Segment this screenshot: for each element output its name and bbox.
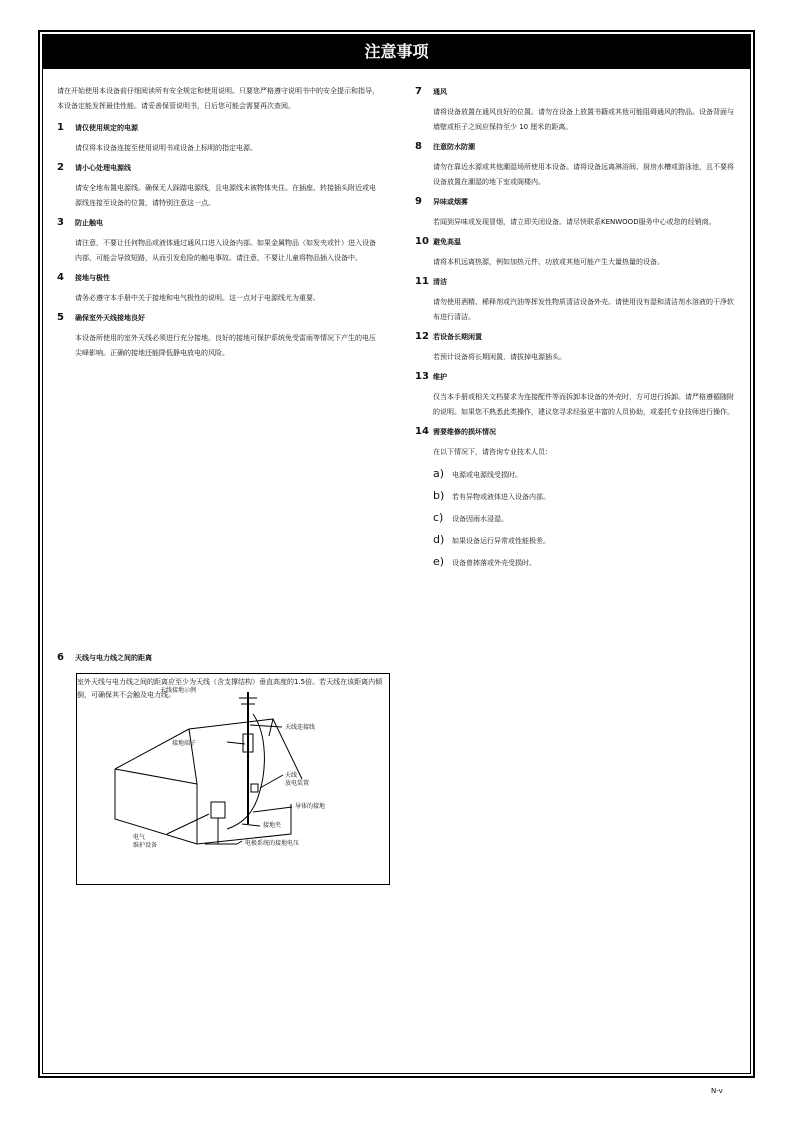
section-number: 3 (57, 217, 64, 228)
leader-line (237, 841, 242, 844)
label-electrode-system: 电极系统的接地电压 (245, 840, 300, 847)
section-number: 13 (415, 371, 429, 382)
house-outline (115, 769, 291, 844)
damage-list (433, 466, 735, 576)
section-title: 异味或烟雾 (433, 198, 468, 206)
list-text: 若有异物或液体进入设备内部。 (452, 493, 550, 501)
section-10 (415, 234, 735, 270)
section-12 (415, 329, 735, 365)
section-body: 请注意，不要让任何物品或液体通过通风口进入设备内部。如果金属物品（如发夹或针）进入设备内部，可能会导致短路，从而引发危险的触电事故。请注意，不要让儿童将物品插入设备中。 (75, 239, 376, 262)
section-body: 若闻到异味或发现冒烟，请立即关闭设备。请尽快联系KENWOOD服务中心或您的经销商。 (433, 218, 716, 226)
label-ground-terminal: 接地端子 (172, 740, 197, 747)
section-title: 请小心处理电源线 (75, 164, 131, 172)
section-body: 仅当本手册或相关文档要求为连接配件等而拆卸本设备的外壳时，方可进行拆卸。请严格遵循随附的说明。如果您不熟悉此类操作，建议您寻求经验更丰富的人员协助，或委托专业技师进行操作。 (433, 393, 734, 416)
list-text: 如果设备运行异常或性能极差。 (452, 537, 550, 545)
section-body: 请仅将本设备连接至使用说明书或设备上标明的指定电源。 (75, 144, 257, 152)
section-number: 10 (415, 236, 429, 247)
leader-line (250, 725, 282, 727)
list-item (433, 532, 735, 554)
leader-line (227, 742, 245, 744)
intro-text: 请在开始使用本设备前仔细阅读所有安全规定和使用说明。只要您严格遵守说明书中的安全提示和指导，本设备定能发挥最佳性能。请妥善保管说明书，日后您可能会需要再次查阅。 (57, 87, 379, 110)
section-8 (415, 139, 735, 190)
section-title: 注意防水防潮 (433, 143, 475, 151)
section-title: 请仅使用规定的电源 (75, 124, 138, 132)
section-title: 清洁 (433, 278, 447, 286)
list-letter: a) (433, 467, 445, 480)
list-text: 电源或电源线受损时。 (452, 471, 522, 479)
list-item (433, 466, 735, 488)
section-4 (57, 270, 379, 306)
section-6-body: 室外天线与电力线之间的距离应至少为天线（含支撑结构）垂直高度的1.5倍。若天线在该距离内倾倒，可确保其不会触及电力线。 (77, 678, 383, 699)
list-letter: b) (433, 489, 445, 502)
section-number: 2 (57, 162, 64, 173)
leader-line (242, 824, 260, 826)
discharge-unit (251, 784, 258, 792)
section-body: 请勿使用酒精、稀释剂或汽油等挥发性物质清洁设备外壳。请使用没有湿和清洁剂水溶液的干净软布进行清洁。 (433, 298, 734, 321)
section-title: 避免高温 (433, 238, 461, 246)
section-number: 7 (415, 86, 422, 97)
section-title: 通风 (433, 88, 447, 96)
antenna-grounding-figure (76, 673, 390, 885)
section-number: 1 (57, 122, 64, 133)
left-column (57, 84, 379, 365)
section-number: 5 (57, 312, 64, 323)
section-body: 请勿在靠近水源或其他潮湿场所使用本设备。请将设备远离淋浴间、厨房水槽或游泳池，且不要将设备放置在潮湿的地下室或阁楼内。 (433, 163, 734, 186)
section-13 (415, 369, 735, 420)
leader-line (167, 814, 209, 834)
section-1 (57, 120, 379, 156)
list-letter: c) (433, 511, 444, 524)
section-11 (415, 274, 735, 325)
list-text: 设备曾摔落或外壳受损时。 (452, 559, 536, 567)
section-3 (57, 215, 379, 266)
section-5 (57, 310, 379, 361)
section-title: 接地与极性 (75, 274, 110, 282)
page-number: N-v (711, 1087, 723, 1095)
page-title: 注意事项 (43, 35, 750, 69)
section-title: 确保室外天线接地良好 (75, 314, 145, 322)
label-discharge-unit: 天线 放电装置 (285, 772, 310, 787)
section-14 (415, 424, 735, 460)
section-2 (57, 160, 379, 211)
section-title: 防止触电 (75, 219, 103, 227)
house-corner-line (189, 729, 197, 784)
leader-line (253, 807, 292, 812)
section-number: 4 (57, 272, 64, 283)
list-letter: e) (433, 555, 445, 568)
section-number: 9 (415, 196, 422, 207)
section-title: 天线与电力线之间的距离 (75, 654, 152, 662)
section-number: 12 (415, 331, 429, 342)
antenna-grounding-diagram (77, 674, 389, 884)
list-item (433, 554, 735, 576)
label-electrical-service: 电气 维护设备 (133, 834, 158, 849)
list-item (433, 488, 735, 510)
section-number: 8 (415, 141, 422, 152)
section-number: 14 (415, 426, 429, 437)
section-body: 若预计设备将长期闲置，请拔掉电源插头。 (433, 353, 566, 361)
label-ground-clamp: 接地夹 (263, 822, 282, 829)
section-7 (415, 84, 735, 135)
list-item (433, 510, 735, 532)
electrical-service-box (211, 802, 225, 818)
section-body: 请将本机远离热源，例如加热元件、功放或其他可能产生大量热量的设备。 (433, 258, 664, 266)
figure-caption: 天线接地示例 (160, 687, 197, 694)
label-grounding-conductor: 导体的接地 (295, 803, 326, 810)
list-letter: d) (433, 533, 445, 546)
section-number: 11 (415, 276, 429, 287)
section-title: 需要维修的损坏情况 (433, 428, 496, 436)
section-number: 6 (57, 652, 64, 663)
section-body: 请安全地布置电源线。确保无人踩踏电源线，且电源线未被物体夹住。在插座、转接插头附近或电源线连接至设备的位置，请特别注意这一点。 (75, 184, 376, 207)
list-text: 设备因雨水浸湿。 (452, 515, 508, 523)
section-9 (415, 194, 735, 230)
section-title: 若设备长期闲置 (433, 333, 482, 341)
section-body: 请务必遵守本手册中关于接地和电气极性的说明。这一点对于电源线尤为重要。 (75, 294, 320, 302)
section-title: 维护 (433, 373, 447, 381)
section-body: 在以下情况下，请咨询专业技术人员： (433, 448, 552, 456)
label-lead-in: 天线连接线 (285, 724, 316, 731)
section-body: 本设备所使用的室外天线必须进行充分接地。良好的接地可保护系统免受雷雨等情况下产生的电压尖峰影响。正确的接地还能降低静电放电的风险。 (75, 334, 376, 357)
right-column (415, 84, 735, 576)
section-body: 请将设备放置在通风良好的位置。请勿在设备上放置书籍或其他可能阻碍通风的物品。设备背面与墙壁或柜子之间应保持至少 10 厘米的距离。 (433, 108, 734, 131)
section-6 (57, 652, 387, 670)
roof-eave (115, 769, 197, 784)
